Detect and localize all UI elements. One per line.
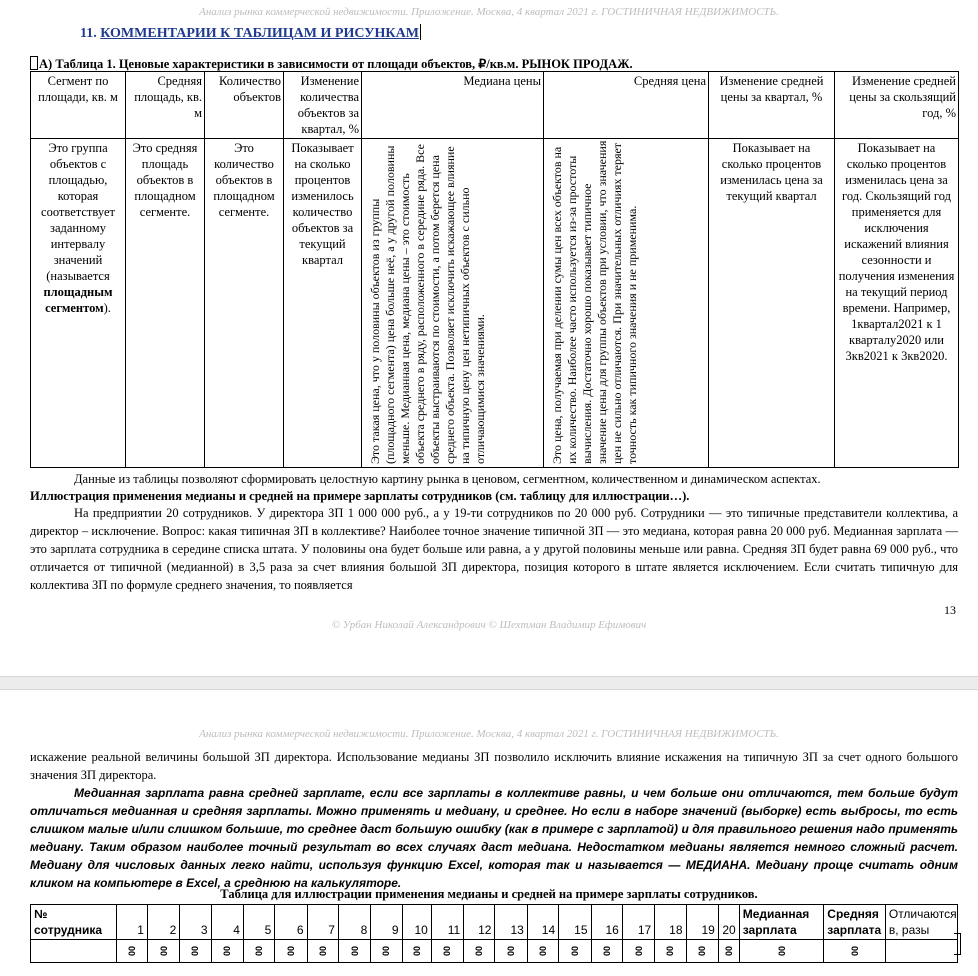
col-header-quarter-change: Изменение средней цены за квартал, %	[709, 72, 835, 139]
col-header-17: 17	[622, 905, 654, 940]
table-cell: 00	[371, 940, 402, 963]
table-cell	[31, 940, 117, 963]
running-header-2: Анализ рынка коммерческой недвижимости. Приложение. Москва, 4 квартал 2021 г. ГОСТИНИЧНАЯ НЕДВИЖИМОСТЬ.	[199, 728, 779, 740]
cell-segment-desc: Это группа объектов с площадью, которая соответствует заданному интервалу значений (называется площадным сегментом).	[31, 139, 126, 468]
cell-median-desc: Это такая цена, что у половины объектов из группы (площадного сегмента) цена больше неё, а у другой половины меньше. Медианная цена, медиана цены – это стоимость объекта среднего в ряду, расположенного в середине ряда. Все объекты выстраиваются по стоимости, а потом берется цена среднего объекта. Позволяет исключить искажающее влияние на типичную цену цен нетипичных объектов с сильно отличающимися значениями.	[362, 139, 544, 468]
paragraph-median-vs-mean: Медианная зарплата равна средней зарплате, если все зарплаты в коллективе равны, и чем больше они отличаются, тем больше будут отличаться медианная и средняя зарплаты. Можно применять и медиану, и среднее. Но если в наборе значений (выборке) есть выбросы, то есть слишком малые и/или слишком большие, то среднее даст большую ошибку (как в примере с зарплатой) и для правильного решения надо применять медиану. Таким образом наиболее точный результат во всех случаях даст медиана. Недостатком медианы является немного сложный расчет. Медиану для числовых данных легко найти, используя функцию Excel, которая так и называется — МЕДИАНА. Медиану проще считать одним кликом на компьютере в Excel, а среднюю на калькуляторе.	[30, 786, 958, 890]
table-cell	[885, 940, 957, 963]
price-characteristics-table	[30, 71, 959, 468]
page-break	[0, 676, 978, 690]
col-header-14: 14	[527, 905, 558, 940]
col-header-9: 9	[371, 905, 402, 940]
col-header-11: 11	[431, 905, 463, 940]
col-header-mean-salary: Средняя зарплата	[824, 905, 886, 940]
col-header-6: 6	[275, 905, 307, 940]
col-header-3: 3	[180, 905, 211, 940]
margin-marker	[954, 933, 961, 955]
table2-data-row	[31, 940, 958, 963]
col-header-12: 12	[464, 905, 495, 940]
table-cell: 00	[180, 940, 211, 963]
table-cell: 00	[559, 940, 591, 963]
col-header-ratio: Отличаются в, разы	[885, 905, 957, 940]
section-number: 11.	[80, 26, 97, 41]
table-cell: 00	[718, 940, 739, 963]
table-cell: 00	[495, 940, 527, 963]
col-header-year-change: Изменение средней цены за скользящий год, %	[835, 72, 959, 139]
col-header-10: 10	[402, 905, 431, 940]
col-header-18: 18	[655, 905, 686, 940]
col-header-15: 15	[559, 905, 591, 940]
paragraph-illustration-heading: Иллюстрация применения медианы и средней на примере зарплаты сотрудников (см. таблицу для иллюстрации…).	[30, 489, 690, 503]
col-header-5: 5	[243, 905, 274, 940]
col-header-8: 8	[338, 905, 370, 940]
col-header-1: 1	[116, 905, 147, 940]
document-page-2	[0, 690, 978, 976]
paragraph-continuation: искажение реальной величины большой ЗП директора. Использование медианы ЗП позволило исключить влияние искажения на типичную ЗП за счет одного большого значения ЗП директора.	[30, 750, 958, 782]
table-cell: 00	[591, 940, 622, 963]
col-header-7: 7	[307, 905, 338, 940]
col-header-avg-price: Средняя цена	[544, 72, 709, 139]
col-header-median-price: Медиана цены	[362, 72, 544, 139]
col-header-segment: Сегмент по площади, кв. м	[31, 72, 126, 139]
col-header-4: 4	[211, 905, 243, 940]
table-cell: 00	[739, 940, 824, 963]
table-cell: 00	[338, 940, 370, 963]
table-cell: 00	[402, 940, 431, 963]
table-cell: 00	[116, 940, 147, 963]
cell-avg-price-desc: Это цена, получаемая при делении сумы цен всех объектов на их количество. Наиболее часто используется из-за простоты вычисления. Достаточно хорошо показывает типичное значение цены для группы объектов при условии, что значения цен не сильно отличаются. При значительных отличиях теряет точность как типичного значения и не применима.	[544, 139, 709, 468]
page-number: 13	[944, 603, 956, 617]
table-cell: 00	[527, 940, 558, 963]
table2-title: Таблица для иллюстрации применения медианы и средней на примере зарплаты сотрудников.	[220, 887, 758, 901]
table-cell: 00	[686, 940, 718, 963]
section-heading	[80, 24, 421, 42]
table-cell: 00	[655, 940, 686, 963]
table1-caption-prefix: А)	[39, 57, 53, 71]
cell-year-change-desc: Показывает на сколько процентов изменилась цена за год. Скользящий год применяется для исключения искажений влияния сезонности и получения изменения на текущий период времени. Например, 1квартал2021 к 1 кварталу2020 или 3кв2021 к 3кв2020.	[835, 139, 959, 468]
col-header-19: 19	[686, 905, 718, 940]
col-header-count: Количество объектов	[205, 72, 284, 139]
col-header-median-salary: Медианная зарплата	[739, 905, 824, 940]
cell-quarter-change-desc: Показывает на сколько процентов изменилась цена за текущий квартал	[709, 139, 835, 468]
table-cell: 00	[211, 940, 243, 963]
running-header: Анализ рынка коммерческой недвижимости. Приложение. Москва, 4 квартал 2021 г. ГОСТИНИЧНАЯ НЕДВИЖИМОСТЬ.	[199, 6, 779, 18]
table-cell: 00	[275, 940, 307, 963]
page-footer: © Урбан Николай Александрович © Шехтман Владимир Ефимович	[331, 619, 647, 631]
table-cell: 00	[464, 940, 495, 963]
text-cursor	[420, 24, 421, 40]
col-header-13: 13	[495, 905, 527, 940]
salary-illustration-table	[30, 904, 958, 963]
col-header-count-change: Изменение количества объектов за квартал, %	[284, 72, 362, 139]
table-cell: 00	[243, 940, 274, 963]
col-header-20: 20	[718, 905, 739, 940]
table-cell: 00	[147, 940, 179, 963]
paragraph-table-summary: Данные из таблицы позволяют сформировать целостную картину рынка в ценовом, сегментном, количественном и динамическом аспектах.	[74, 472, 821, 486]
col-header-2: 2	[147, 905, 179, 940]
table2-header-row	[31, 905, 958, 940]
table-cell: 00	[824, 940, 886, 963]
table1-header-row	[31, 72, 959, 139]
anchor-marker	[30, 56, 38, 70]
cell-avg-area-desc: Это средняя площадь объектов в площадном сегменте.	[126, 139, 205, 468]
col-header-employee-no: № сотрудника	[31, 905, 117, 940]
table1-caption	[30, 56, 633, 72]
table1-body-row	[31, 139, 959, 468]
paragraph-salary-example: На предприятии 20 сотрудников. У директора ЗП 1 000 000 руб., а у 19-ти сотрудников по 20 000 руб. Сотрудники — это типичные представители коллектива, а директор – исключение. Вопрос: какая типичная ЗП в коллективе? Наиболее точное значение типичной ЗП — это медиана, которая равна 20 000 руб. Медианная зарплата — это зарплата сотрудника в середине списка штата. У половины она будет больше или равна, а у другой половины меньше или равна. Средняя ЗП будет равна 69 000 руб., что отличается от типичной (медианной) в 3,5 раза за счет влияния большой ЗП директора, позиция которого в штате является исключением. Если считать типичную для коллектива ЗП по формуле среднего значения, то появляется	[30, 506, 958, 592]
section-title: КОММЕНТАРИИ К ТАБЛИЦАМ И РИСУНКАМ	[100, 26, 419, 41]
col-header-avg-area: Средняя площадь, кв. м	[126, 72, 205, 139]
cell-count-desc: Это количество объектов в площадном сегменте.	[205, 139, 284, 468]
cell-count-change-desc: Показывает на сколько процентов изменилось количество объектов за текущий квартал	[284, 139, 362, 468]
table-cell: 00	[622, 940, 654, 963]
table1-caption-text: Таблица 1. Ценовые характеристики в зависимости от площади объектов, ₽/кв.м. РЫНОК ПРОДАЖ.	[55, 57, 633, 71]
col-header-16: 16	[591, 905, 622, 940]
segment-term: площадным сегментом	[43, 285, 113, 315]
table-cell: 00	[431, 940, 463, 963]
table-cell: 00	[307, 940, 338, 963]
